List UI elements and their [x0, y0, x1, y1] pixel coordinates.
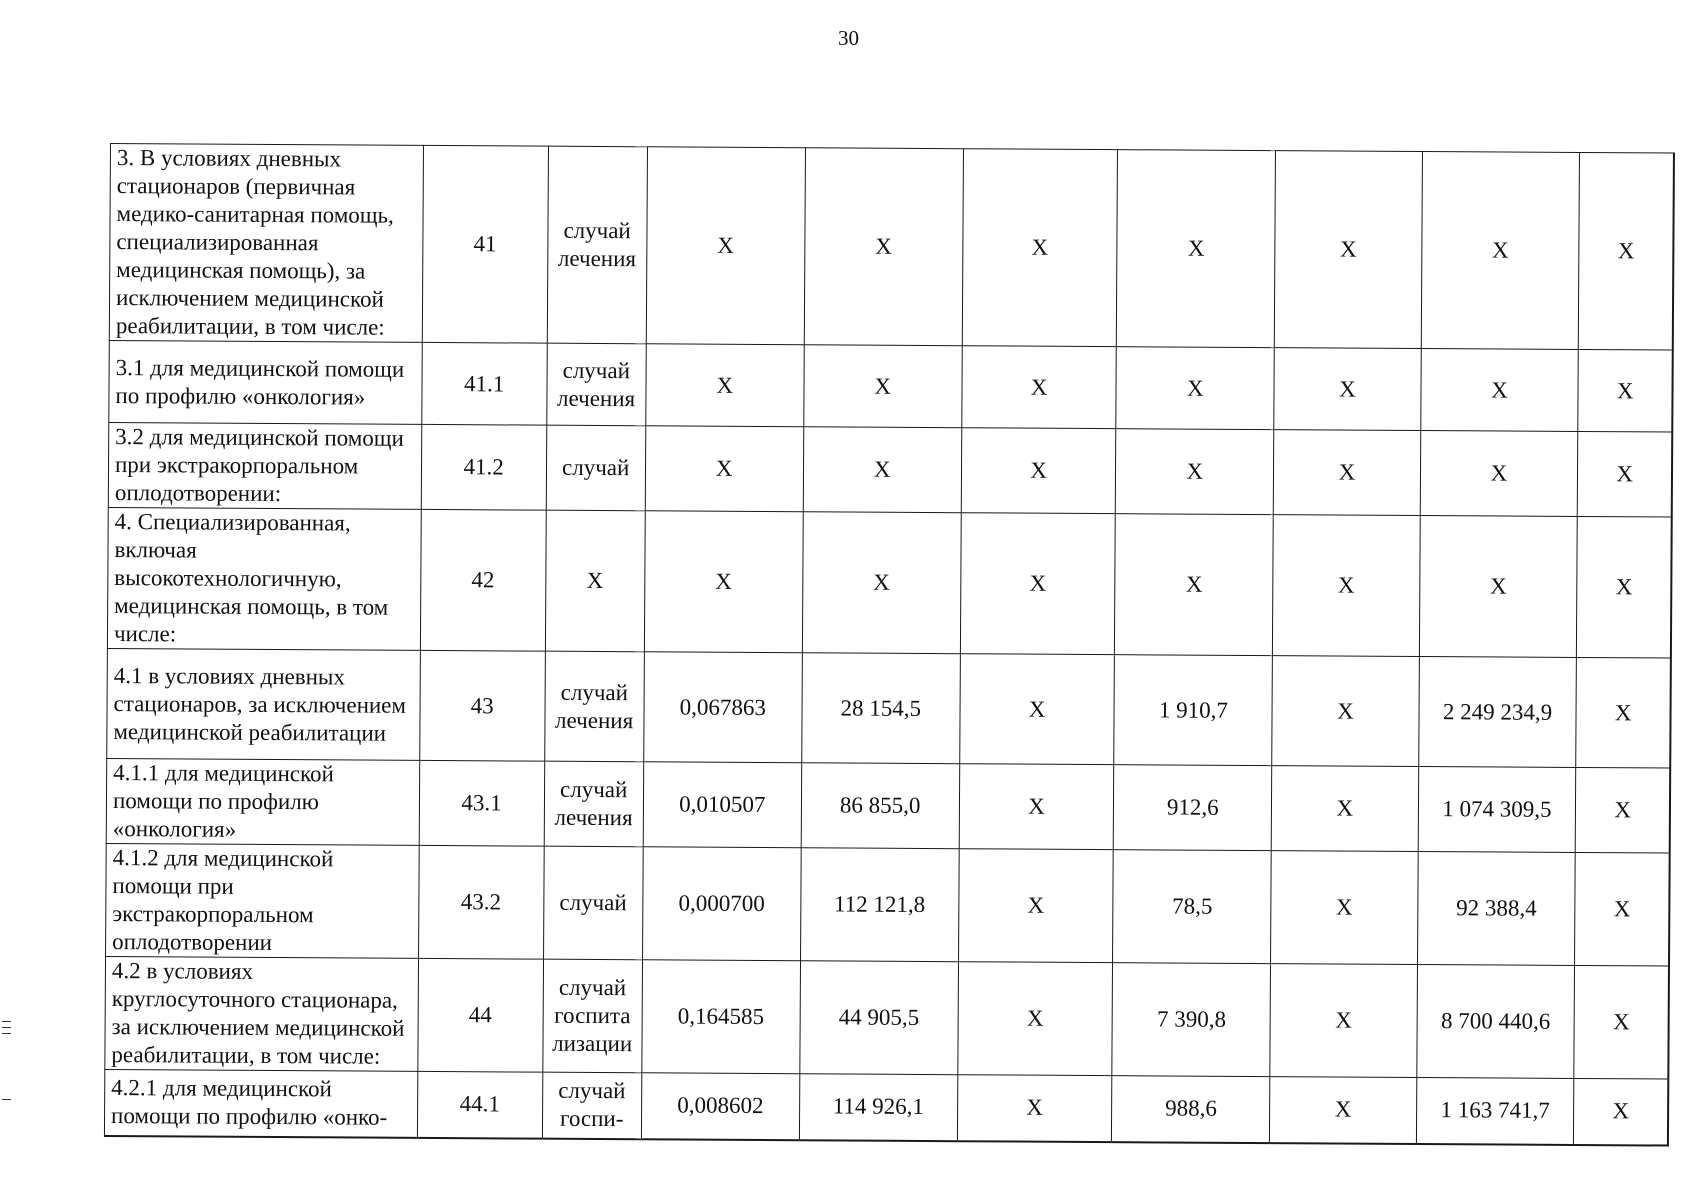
row-code-cell: 44: [418, 958, 544, 1072]
margin-mark: [2, 1099, 11, 1100]
row-value-cell: Х: [1574, 965, 1669, 1079]
row-value-cell: Х: [804, 148, 963, 346]
row-value-cell: Х: [1578, 431, 1673, 517]
row-unit-cell: случай госпи-: [542, 1072, 642, 1139]
row-value-cell: 0,010507: [643, 762, 801, 848]
row-code-cell: 43: [419, 650, 545, 761]
row-name-cell: 3. В условиях дневных стационаров (первичная медико-санитарная помощь, специализированная медицинская помощь), за исключением медицинской реабилитации, в том числе:: [109, 144, 423, 343]
row-value-cell: Х: [646, 147, 805, 345]
row-code-cell: 43.2: [418, 845, 544, 959]
row-value-cell: 1 074 309,5: [1418, 767, 1576, 853]
row-value-cell: Х: [804, 345, 962, 428]
row-value-cell: Х: [961, 428, 1116, 514]
row-code-cell: 43.1: [419, 760, 544, 846]
row-value-cell: Х: [1579, 152, 1674, 350]
row-value-cell: 8 700 440,6: [1416, 964, 1575, 1078]
table-row: [109, 144, 1674, 351]
row-value-cell: 1 910,7: [1114, 655, 1273, 766]
row-value-cell: 0,008602: [641, 1073, 799, 1140]
row-value-cell: Х: [959, 654, 1114, 765]
row-name-cell: 4.2 в условиях круглосуточного стационара, за исключением медицинской реабилитации, в том числе:: [105, 956, 418, 1071]
row-unit-cell: случай: [546, 425, 646, 511]
row-unit-cell: случай лечения: [547, 146, 647, 344]
row-name-cell: 4.1.2 для медицинской помощи при экстракорпоральном оплодотворении: [106, 843, 419, 958]
table-row: [107, 648, 1671, 768]
financing-table: [104, 143, 1675, 1146]
row-value-cell: Х: [1421, 152, 1580, 350]
row-value-cell: Х: [1115, 514, 1274, 656]
row-unit-cell: случай лечения: [546, 343, 646, 426]
row-value-cell: 44 905,5: [800, 961, 959, 1075]
row-value-cell: 86 855,0: [801, 763, 959, 849]
row-value-cell: Х: [1420, 431, 1578, 517]
row-value-cell: 78,5: [1113, 850, 1272, 964]
row-value-cell: 988,6: [1112, 1076, 1270, 1143]
row-value-cell: Х: [1270, 964, 1417, 1078]
row-value-cell: Х: [1420, 349, 1578, 432]
row-name-cell: 4.1 в условиях дневных стационаров, за исключением медицинской реабилитации: [107, 648, 420, 760]
row-value-cell: Х: [957, 962, 1112, 1076]
table-row: [106, 843, 1670, 966]
table-row: [106, 758, 1670, 853]
row-code-cell: 42: [420, 509, 546, 651]
row-value-cell: Х: [646, 344, 804, 427]
row-value-cell: Х: [644, 511, 803, 653]
row-name-cell: 4.2.1 для медицинской помощи по профилю «онко-: [104, 1069, 417, 1137]
row-value-cell: Х: [1272, 766, 1419, 852]
row-value-cell: Х: [957, 1075, 1112, 1142]
row-value-cell: Х: [1578, 349, 1673, 432]
row-code-cell: 41.1: [421, 342, 546, 425]
table-container: [104, 143, 1675, 1146]
row-value-cell: Х: [959, 764, 1114, 850]
row-value-cell: Х: [1271, 851, 1418, 965]
row-value-cell: Х: [958, 849, 1113, 963]
row-value-cell: Х: [1116, 347, 1274, 430]
row-value-cell: Х: [1270, 1077, 1417, 1144]
row-value-cell: Х: [1116, 429, 1274, 515]
row-value-cell: 0,067863: [644, 652, 803, 763]
row-value-cell: 112 121,8: [800, 848, 959, 962]
row-name-cell: 4.1.1 для медицинской помощи по профилю «онкология»: [106, 758, 419, 845]
table-row: [104, 1069, 1668, 1145]
row-code-cell: 44.1: [417, 1071, 542, 1138]
row-value-cell: Х: [802, 512, 961, 654]
row-value-cell: Х: [960, 513, 1116, 655]
row-unit-cell: случай лечения: [544, 651, 644, 762]
row-value-cell: Х: [1419, 516, 1578, 658]
row-value-cell: Х: [1576, 657, 1671, 768]
row-value-cell: 28 154,5: [801, 653, 960, 764]
row-unit-cell: случай лечения: [544, 761, 644, 847]
row-unit-cell: Х: [545, 510, 645, 652]
row-unit-cell: случай: [543, 846, 643, 960]
row-value-cell: 92 388,4: [1417, 852, 1576, 966]
row-value-cell: Х: [803, 427, 961, 513]
row-value-cell: Х: [1273, 515, 1420, 657]
table-row: [107, 507, 1671, 658]
row-value-cell: 1 163 741,7: [1416, 1077, 1574, 1144]
row-value-cell: 114 926,1: [799, 1074, 957, 1141]
table-row: [108, 422, 1672, 517]
row-value-cell: Х: [962, 149, 1118, 347]
row-name-cell: 4. Специализированная, включая высокотехнологичную, медицинская помощь, в том числе:: [107, 507, 421, 650]
row-value-cell: Х: [1575, 852, 1670, 966]
margin-mark: [2, 1027, 11, 1028]
row-value-cell: Х: [645, 426, 803, 512]
table-row: [109, 340, 1673, 432]
row-value-cell: Х: [1272, 656, 1419, 767]
row-value-cell: 7 390,8: [1112, 963, 1271, 1077]
row-value-cell: Х: [1274, 348, 1421, 431]
row-value-cell: 912,6: [1114, 765, 1272, 851]
margin-mark: [2, 1033, 11, 1034]
table-row: [105, 956, 1669, 1079]
row-value-cell: Х: [1274, 430, 1421, 516]
row-value-cell: Х: [1117, 150, 1276, 348]
row-unit-cell: случай госпитализации: [542, 959, 642, 1073]
row-value-cell: Х: [1576, 767, 1671, 853]
margin-mark: [2, 1021, 11, 1022]
row-value-cell: Х: [1574, 1078, 1668, 1145]
table-body: [104, 144, 1674, 1146]
page-number: 30: [838, 26, 859, 50]
row-value-cell: 0,164585: [642, 960, 801, 1074]
row-name-cell: 3.1 для медицинской помощи по профилю «онкология»: [109, 340, 422, 424]
row-value-cell: 2 249 234,9: [1418, 657, 1577, 768]
row-name-cell: 3.2 для медицинской помощи при экстракорпоральном оплодотворении:: [108, 422, 421, 509]
row-code-cell: 41: [422, 145, 548, 343]
row-value-cell: Х: [1577, 516, 1672, 658]
row-code-cell: 41.2: [421, 424, 546, 510]
row-value-cell: Х: [1275, 151, 1422, 349]
row-value-cell: 0,000700: [642, 847, 801, 961]
row-value-cell: Х: [961, 346, 1116, 429]
